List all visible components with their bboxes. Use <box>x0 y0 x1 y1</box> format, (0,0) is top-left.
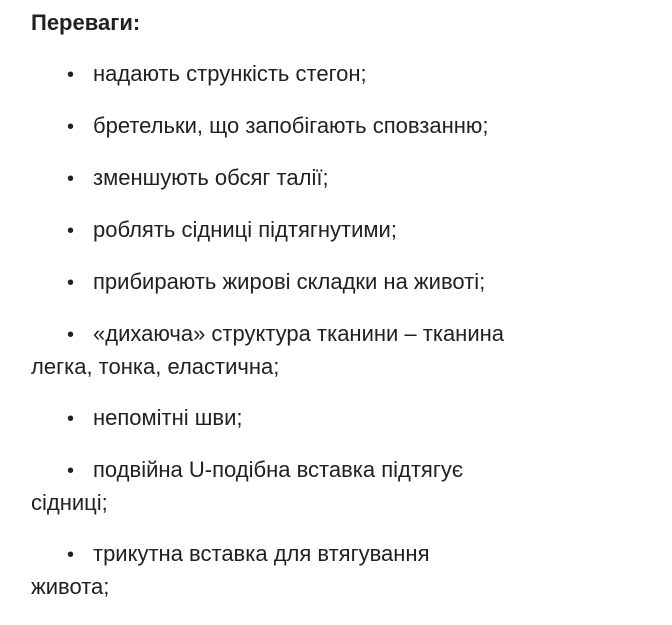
list-item <box>31 318 651 383</box>
item-text: зменшують обсяг талії; <box>93 165 329 190</box>
list-item <box>67 162 651 195</box>
bullet-icon: • <box>67 168 75 190</box>
bullet-icon: • <box>67 544 75 566</box>
list-item <box>31 538 651 603</box>
list-item <box>67 266 651 299</box>
item-text: подвійна U-подібна вставка підтягує <box>93 457 464 482</box>
bullet-icon: • <box>67 220 75 242</box>
item-text: надають стрункість стегон; <box>93 61 367 86</box>
item-text: непомітні шви; <box>93 405 243 430</box>
list-item <box>67 402 651 435</box>
bullet-icon: • <box>67 408 75 430</box>
advantages-list <box>31 58 651 603</box>
list-item <box>67 214 651 247</box>
bullet-icon: • <box>67 324 75 346</box>
bullet-icon: • <box>67 272 75 294</box>
item-text: роблять сідниці підтягнутими; <box>93 217 397 242</box>
bullet-icon: • <box>67 64 75 86</box>
section-heading: Переваги: <box>31 10 141 35</box>
item-text-continued: живота; <box>31 574 110 599</box>
bullet-icon: • <box>67 460 75 482</box>
list-item <box>67 58 651 91</box>
list-item <box>31 454 651 519</box>
content <box>31 8 651 622</box>
item-text-continued: сідниці; <box>31 490 108 515</box>
item-text: прибирають жирові складки на животі; <box>93 269 486 294</box>
item-text: бретельки, що запобігають сповзанню; <box>93 113 489 138</box>
list-item <box>67 110 651 143</box>
bullet-icon: • <box>67 116 75 138</box>
item-text: «дихаюча» структура тканини – тканина <box>93 321 505 346</box>
item-text-continued: легка, тонка, еластична; <box>31 354 280 379</box>
item-text: трикутна вставка для втягування <box>93 541 430 566</box>
